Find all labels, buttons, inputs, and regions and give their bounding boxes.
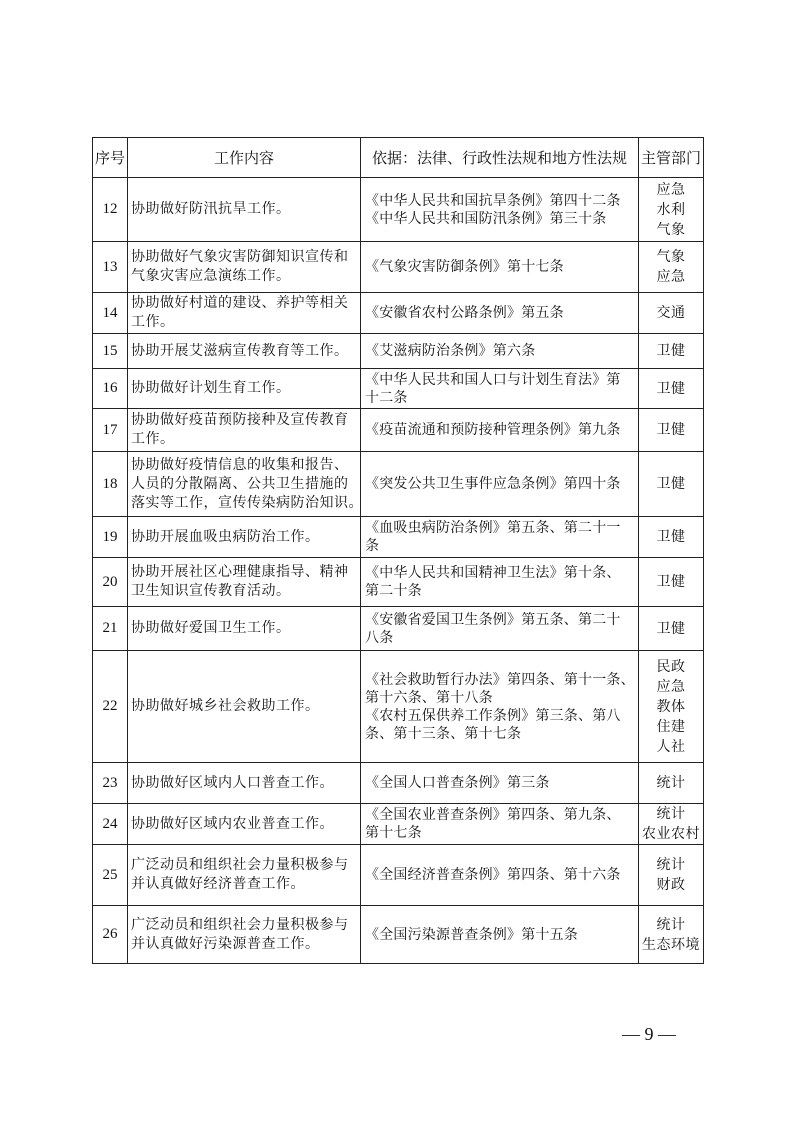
- cell-basis-line: 第十七条: [365, 825, 422, 841]
- cell-department-line: 民政: [656, 658, 686, 675]
- cell-basis: [361, 293, 639, 334]
- cell-basis-line: 《艾滋病防治条例》第六条: [365, 343, 536, 359]
- cell-department-line: 统计: [656, 775, 686, 791]
- table-row: [93, 369, 704, 409]
- cell-department: [639, 452, 704, 517]
- cell-basis: [361, 452, 639, 517]
- cell-content: [128, 178, 361, 242]
- cell-content-line: 协助开展社区心理健康指导、精神: [131, 564, 349, 580]
- cell-department-line: 统计: [656, 916, 686, 933]
- cell-basis: [361, 242, 639, 293]
- cell-basis-line: 《疫苗流通和预防接种管理条例》第九条: [365, 422, 621, 438]
- cell-number: 20: [93, 558, 128, 607]
- cell-number: 16: [93, 369, 128, 409]
- table-row: [93, 334, 704, 369]
- cell-number: 24: [93, 804, 128, 845]
- cell-content-line: 工作。: [131, 431, 175, 447]
- table-row: [93, 517, 704, 558]
- cell-department: [639, 369, 704, 409]
- table-row: [93, 558, 704, 607]
- cell-department: [639, 517, 704, 558]
- cell-content: [128, 906, 361, 964]
- table-body: [93, 178, 704, 964]
- cell-content-line: 协助做好村道的建设、养护等相关: [131, 295, 349, 311]
- table-row: [93, 293, 704, 334]
- cell-department-line: 应急: [656, 269, 686, 285]
- cell-department: [639, 409, 704, 452]
- cell-content: [128, 651, 361, 763]
- cell-department-line: 人社: [656, 738, 686, 755]
- cell-department: [639, 293, 704, 334]
- cell-department-line: 水利: [656, 201, 686, 218]
- cell-content-line: 协助开展艾滋病宣传教育等工作。: [131, 342, 349, 359]
- cell-number: 17: [93, 409, 128, 452]
- cell-content: [128, 517, 361, 558]
- cell-department: [639, 763, 704, 804]
- cell-department: [639, 607, 704, 651]
- cell-number: 22: [93, 651, 128, 763]
- cell-basis-line: 《安徽省农村公路条例》第五条: [365, 305, 564, 321]
- cell-department: [639, 845, 704, 906]
- table-header-row: [93, 138, 704, 178]
- cell-number: 18: [93, 452, 128, 517]
- cell-department: [639, 242, 704, 293]
- cell-basis-line: 《血吸虫病防治条例》第五条、第二十一: [365, 520, 621, 536]
- cell-basis: [361, 763, 639, 804]
- table-row: [93, 906, 704, 964]
- cell-department-line: 财政: [656, 877, 686, 893]
- cell-department: [639, 334, 704, 369]
- cell-content-line: 落实等工作，宣传传染病防治知识。: [131, 494, 363, 511]
- cell-content: [128, 242, 361, 293]
- cell-basis-line: 十二条: [365, 389, 408, 406]
- cell-basis-line: 第二十条: [365, 583, 422, 599]
- cell-department-line: 卫健: [656, 380, 686, 397]
- cell-department-line: 卫健: [656, 476, 686, 492]
- cell-basis-line: 《安徽省爱国卫生条例》第五条、第二十: [365, 611, 621, 628]
- cell-content-line: 协助做好区域内人口普查工作。: [131, 774, 334, 791]
- cell-content-line: 协助开展血吸虫病防治工作。: [131, 528, 320, 545]
- cell-basis: [361, 651, 639, 763]
- table-row: [93, 651, 704, 763]
- cell-basis-line: 《中华人民共和国人口与计划生育法》第: [365, 371, 621, 388]
- cell-content-line: 工作。: [131, 314, 175, 330]
- cell-basis: [361, 906, 639, 964]
- cell-content-line: 协助做好疫苗预防接种及宣传教育: [131, 412, 349, 428]
- cell-number: 25: [93, 845, 128, 906]
- cell-content-line: 协助做好城乡社会救助工作。: [131, 698, 320, 714]
- header-content: 工作内容: [128, 138, 361, 178]
- cell-number: 12: [93, 178, 128, 242]
- cell-department-line: 生态环境: [642, 936, 700, 953]
- cell-number: 19: [93, 517, 128, 558]
- table-row: [93, 452, 704, 517]
- cell-department: [639, 178, 704, 242]
- cell-number: 26: [93, 906, 128, 964]
- cell-basis-line: 《农村五保供养工作条例》第三条、第八: [365, 707, 621, 724]
- cell-department: [639, 804, 704, 845]
- cell-department-line: 应急: [656, 678, 686, 695]
- table-row: [93, 763, 704, 804]
- cell-basis-line: 条、第十三条、第十七条: [365, 725, 522, 742]
- table-row: [93, 409, 704, 452]
- cell-department: [639, 906, 704, 964]
- header-department: 主管部门: [639, 138, 704, 178]
- table-row: [93, 804, 704, 845]
- cell-basis-line: 《全国农业普查条例》第四条、第九条、: [365, 807, 621, 823]
- cell-number: 14: [93, 293, 128, 334]
- cell-basis-line: 《气象灾害防御条例》第十七条: [365, 259, 564, 275]
- cell-basis-line: 《全国人口普查条例》第三条: [365, 775, 550, 791]
- cell-number: 15: [93, 334, 128, 369]
- table-row: [93, 178, 704, 242]
- cell-department-line: 应急: [656, 181, 686, 198]
- table-row: [93, 607, 704, 651]
- cell-basis-line: 《全国污染源普查条例》第十五条: [365, 926, 578, 943]
- cell-department-line: 气象: [656, 249, 686, 265]
- cell-content-line: 卫生知识宣传教育活动。: [131, 583, 291, 599]
- cell-number: 23: [93, 763, 128, 804]
- cell-content: [128, 558, 361, 607]
- cell-department-line: 卫健: [656, 574, 686, 590]
- cell-department-line: 交通: [656, 305, 686, 321]
- cell-basis: [361, 334, 639, 369]
- cell-content-line: 气象灾害应急演练工作。: [131, 268, 291, 284]
- cell-content: [128, 334, 361, 369]
- cell-department-line: 气象: [656, 221, 686, 238]
- cell-basis: [361, 607, 639, 651]
- header-basis: 依据：法律、行政性法规和地方性法规: [361, 138, 639, 178]
- cell-content: [128, 763, 361, 804]
- cell-content-line: 协助做好爱国卫生工作。: [131, 620, 291, 636]
- page-number: — 9 —: [622, 1024, 676, 1044]
- cell-basis-line: 《中华人民共和国精神卫生法》第十条、: [365, 565, 621, 581]
- work-content-table: [92, 137, 704, 964]
- cell-department: [639, 651, 704, 763]
- cell-content: [128, 845, 361, 906]
- cell-basis-line: 《社会救助暂行办法》第四条、第十一条、: [365, 671, 635, 688]
- header-number: 序号: [93, 138, 128, 178]
- cell-department-line: 卫健: [656, 529, 686, 545]
- cell-department-line: 卫健: [656, 422, 686, 438]
- cell-content-line: 协助做好区域内农业普查工作。: [131, 815, 334, 832]
- cell-department-line: 统计: [656, 806, 686, 822]
- cell-content-line: 广泛动员和组织社会力量积极参与: [131, 857, 349, 873]
- cell-content-line: 协助做好防汛抗旱工作。: [131, 201, 291, 217]
- table-row: [93, 845, 704, 906]
- cell-basis: [361, 804, 639, 845]
- cell-content-line: 协助做好疫情信息的收集和报告、: [131, 456, 349, 473]
- cell-content-line: 人员的分散隔离、公共卫生措施的: [131, 475, 349, 492]
- cell-number: 13: [93, 242, 128, 293]
- cell-basis-line: 《中华人民共和国防汛条例》第三十条: [365, 210, 607, 227]
- cell-basis: [361, 409, 639, 452]
- cell-number: 21: [93, 607, 128, 651]
- table-row: [93, 242, 704, 293]
- cell-basis: [361, 517, 639, 558]
- cell-content: [128, 369, 361, 409]
- cell-content: [128, 452, 361, 517]
- cell-department: [639, 558, 704, 607]
- cell-department-line: 住建: [656, 718, 686, 735]
- cell-content: [128, 804, 361, 845]
- cell-basis-line: 条: [365, 538, 380, 554]
- cell-content-line: 并认真做好污染源普查工作。: [131, 935, 320, 952]
- cell-basis-line: 《突发公共卫生事件应急条例》第四十条: [365, 476, 621, 492]
- cell-content-line: 协助做好气象灾害防御知识宣传和: [131, 249, 349, 265]
- cell-department-line: 卫健: [656, 343, 686, 359]
- cell-basis: [361, 178, 639, 242]
- cell-content: [128, 293, 361, 334]
- cell-department-line: 教体: [656, 698, 686, 715]
- cell-content-line: 广泛动员和组织社会力量积极参与: [131, 916, 349, 933]
- cell-basis: [361, 369, 639, 409]
- cell-basis-line: 八条: [365, 629, 394, 646]
- cell-basis-line: 《全国经济普查条例》第四条、第十六条: [365, 867, 621, 883]
- cell-content-line: 协助做好计划生育工作。: [131, 380, 291, 396]
- cell-department-line: 卫健: [656, 620, 686, 637]
- cell-basis-line: 《中华人民共和国抗旱条例》第四十二条: [365, 192, 621, 209]
- cell-basis: [361, 558, 639, 607]
- cell-content: [128, 607, 361, 651]
- cell-content: [128, 409, 361, 452]
- cell-basis-line: 第十六条、第十八条: [365, 689, 493, 706]
- cell-department-line: 统计: [656, 857, 686, 873]
- cell-content-line: 并认真做好经济普查工作。: [131, 876, 305, 892]
- cell-department-line: 农业农村: [642, 826, 700, 842]
- cell-basis: [361, 845, 639, 906]
